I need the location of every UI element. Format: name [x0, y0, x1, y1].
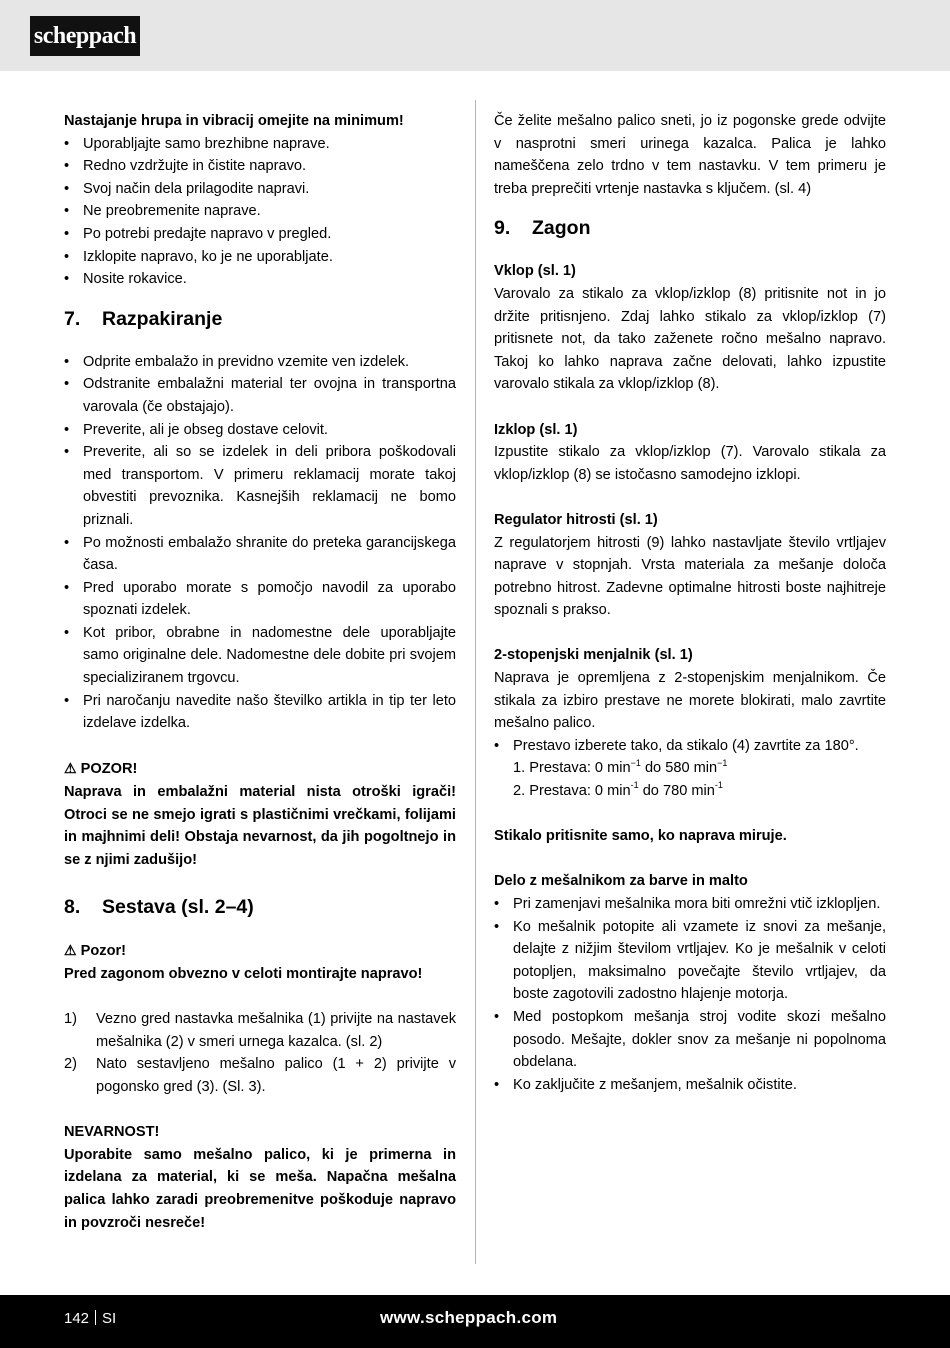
list-item: • Ne preobremenite naprave. [64, 200, 456, 223]
unpacking-list [64, 351, 456, 735]
speed-title: Regulator hitrosti (sl. 1) [494, 511, 658, 528]
danger-text: Uporabite samo mešalno palico, ki je primerna in izdelana za material, ki se meša. Napačna mešalna palica lahko zaradi preobremenitve poškoduje napravo in povzroči nesreče! [64, 1146, 456, 1231]
separator [95, 1310, 96, 1325]
language-code: SI [102, 1310, 117, 1327]
gearbox-title: 2-stopenjski menjalnik (sl. 1) [494, 647, 693, 664]
warning-triangle-icon: ⚠ [64, 942, 77, 959]
list-item: • Izklopite napravo, ko je ne uporabljate. [64, 246, 456, 269]
assembly-steps [64, 1008, 456, 1098]
switch-on-text: Varovalo za stikalo za vklop/izklop (8) pritisnite not in jo držite pritisnjeno. Zdaj lahko stikalo za vklop/izklop (7) pritisnete not, da tako zaženete ročno mešalno napravo. Takoj ko lahko naprava začne delovati, lahko izpustite varovalo stikala za vklop/izklop (8). [494, 285, 886, 393]
gearbox-text: Naprava je opremljena z 2-stopenjskim menjalnikom. Če stikala za izbiro prestave ne morete blokirati, malo zavrtite mešalno palico. [494, 670, 886, 732]
section-number: 7. [64, 307, 81, 330]
list-item: • Pri zamenjavi mešalnika mora biti omrežni vtič izklopljen. [494, 893, 886, 916]
step-text: Vezno gred nastavka mešalnika (1) privijte na nastavek mešalnika (2) v smeri urnega kazalca. (sl. 2) [96, 1011, 456, 1050]
page-number [64, 1310, 116, 1327]
list-item: • Preverite, ali so se izdelek in deli pribora poškodovali med transportom. V primeru reklamacij morate takoj obvestiti prevoznika. Kasnejših reklamacij ne bomo priznali. [64, 441, 456, 531]
list-item: • Nosite rokavice. [64, 268, 456, 291]
list-item: • Preverite, ali je obseg dostave celovit. [64, 419, 456, 442]
unit-exponent: −1 [630, 757, 641, 768]
gear-label: 2. Prestava: 0 min [513, 783, 631, 800]
warning-title: POZOR! [80, 761, 138, 778]
section-7-heading [64, 305, 456, 333]
caution-title: Pozor! [80, 943, 127, 960]
unit-exponent: -1 [630, 780, 639, 791]
list-item: • Redno vzdržujte in čistite napravo. [64, 155, 456, 178]
gear-2-speed [494, 780, 886, 803]
brand-logo: scheppach [30, 16, 140, 56]
right-column [494, 110, 886, 1096]
gearbox-list [494, 735, 886, 758]
website-url: www.scheppach.com [380, 1308, 558, 1327]
gear-label: do 780 min [638, 783, 715, 800]
list-item: • Uporabljajte samo brezhibne naprave. [64, 133, 456, 156]
switch-off-text: Izpustite stikalo za vklop/izklop (7). Varovalo stikala za vklop/izklop (8) se istočasno samodejno izklopi. [494, 444, 886, 483]
list-item: • Ko zaključite z mešanjem, mešalnik očistite. [494, 1074, 886, 1097]
section-title: Zagon [532, 217, 591, 240]
gear-1-speed [494, 757, 886, 780]
page-header [0, 0, 950, 71]
work-list [494, 893, 886, 1096]
speed-text: Z regulatorjem hitrosti (9) lahko nastavljate število vrtljajev naprave v stopnjah. Vrsta materiala za mešanje določa potrebno hitrost. Zadevne optimalne hitrosti boste najhitreje spoznali s prakso. [494, 534, 886, 619]
unit-exponent: −1 [717, 757, 728, 768]
step-number: 1) [64, 1011, 77, 1028]
list-item: • Pred uporabo morate s pomočjo navodil za uporabo spoznati izdelek. [64, 577, 456, 622]
caution-text: Pred zagonom obvezno v celoti montirajte napravo! [64, 966, 423, 982]
section-number: 9. [494, 217, 511, 240]
list-item: • Prestavo izberete tako, da stikalo (4) zavrtite za 180°. [494, 735, 886, 758]
list-item: • Ko mešalnik potopite ali vzamete iz snovi za mešanje, delajte z nižjim številom vrtljajev. Ko je mešalnik v celoti potopljen, maksimalno povečajte število vrtljajev, da boste zagotovili zadostno hlajenje motorja. [494, 916, 886, 1006]
standstill-note: Stikalo pritisnite samo, ko naprava miruje. [494, 828, 787, 845]
section-8-heading [64, 893, 456, 921]
noise-list [64, 133, 456, 291]
page-number-value: 142 [64, 1310, 90, 1327]
gear-label: do 580 min [640, 760, 718, 777]
danger-title: NEVARNOST! [64, 1124, 160, 1141]
list-item: • Pri naročanju navedite našo številko artikla in tip ter leto izdelave izdelka. [64, 690, 456, 735]
noise-heading: Nastajanje hrupa in vibracij omejite na minimum! [64, 113, 404, 129]
list-item: • Odstranite embalažni material ter ovojna in transportna varovala (če obstajajo). [64, 373, 456, 418]
list-item: • Odprite embalažo in previdno vzemite ven izdelek. [64, 351, 456, 374]
switch-on-title: Vklop (sl. 1) [494, 263, 576, 280]
removal-paragraph: Če želite mešalno palico sneti, jo iz pogonske grede odvijte v nasprotni smeri urinega kazalca. Palica je lahko nameščena zelo trdno v tem nastavku. V tem primeru je treba preprečiti vrtenje nastavka s ključem. (sl. 4) [494, 113, 886, 197]
step-number: 2) [64, 1056, 77, 1073]
caution-heading [64, 939, 456, 963]
warning-text: Naprava in embalažni material nista otroški igrači! Otroci se ne smejo igrati s plastičnimi vrečkami, folijami in majhnimi deli! Obstaja nevarnost, da jih pogoltnejo in se z njimi zadušijo! [64, 784, 456, 868]
section-number: 8. [64, 896, 81, 919]
list-item: • Po potrebi predajte napravo v pregled. [64, 223, 456, 246]
list-item [64, 1053, 456, 1098]
list-item: • Kot pribor, obrabne in nadomestne dele uporabljajte samo originalne dele. Nadomestne dele dobite pri svojem specializiranem trgovcu. [64, 622, 456, 690]
list-item: • Svoj način dela prilagodite napravi. [64, 178, 456, 201]
section-title: Razpakiranje [102, 307, 223, 330]
switch-off-title: Izklop (sl. 1) [494, 421, 578, 438]
column-divider [475, 100, 476, 1264]
list-item: • Po možnosti embalažo shranite do preteka garancijskega časa. [64, 532, 456, 577]
list-item: • Med postopkom mešanja stroj vodite skozi mešalno posodo. Mešajte, dokler snov za mešanje ni popolnoma obdelana. [494, 1006, 886, 1074]
unit-exponent: -1 [714, 780, 723, 791]
page-footer [0, 1295, 950, 1348]
gear-label: 1. Prestava: 0 min [513, 760, 631, 777]
warning-heading [64, 757, 456, 781]
list-item [64, 1008, 456, 1053]
warning-triangle-icon: ⚠ [64, 760, 77, 777]
section-9-heading [494, 214, 886, 242]
left-column [64, 110, 456, 1234]
section-title: Sestava (sl. 2–4) [102, 896, 254, 919]
work-title: Delo z mešalnikom za barve in malto [494, 873, 748, 890]
step-text: Nato sestavljeno mešalno palico (1 + 2) privijte v pogonsko gred (3). (Sl. 3). [96, 1056, 456, 1095]
